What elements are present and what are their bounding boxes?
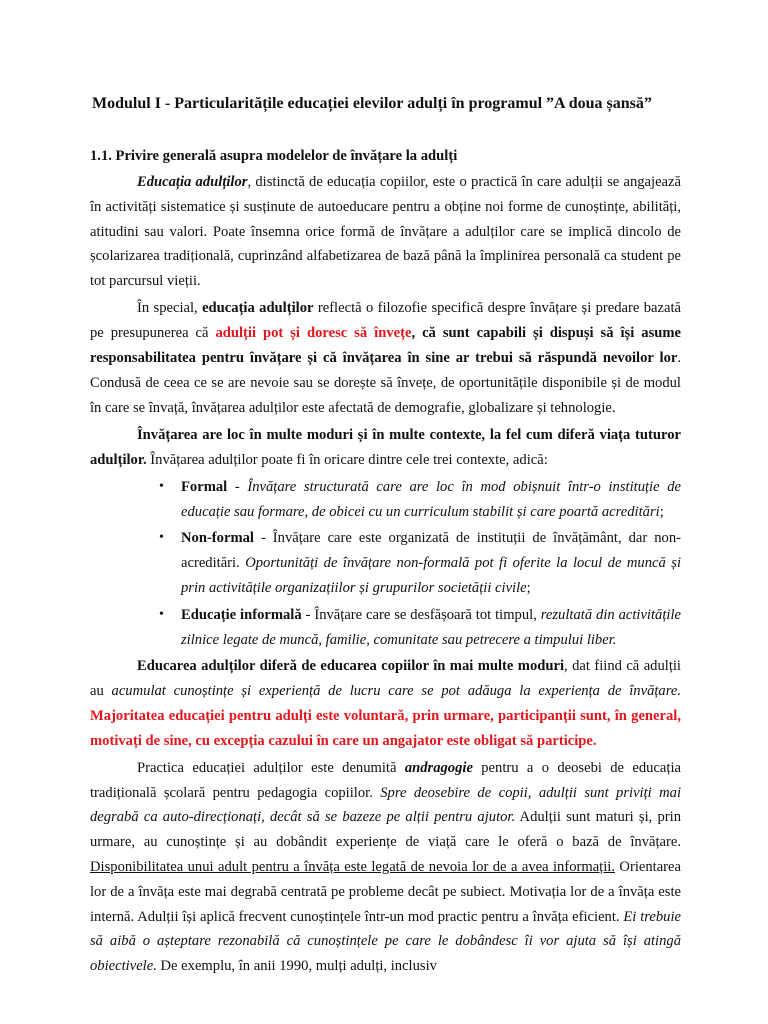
text-fragment: Adulții sunt maturi și, prin urmare, au cunoștințe și au dobândit experiențe de viață care le oferă o bază de învățare. bbox=[90, 809, 681, 851]
italic-fragment: Învățare structurată care are loc în mod obișnuit într-o instituție de educație sau formare, de obicei cu un curriculum stabilit și care poartă acreditări bbox=[181, 478, 681, 520]
text-fragment: pentru a o deosebi de educația tradițională școlară pentru pedagogia copiilor. bbox=[90, 759, 681, 801]
text-fragment: , dat fiind că adulții au bbox=[90, 658, 681, 700]
paragraph-differences bbox=[90, 654, 681, 753]
text-fragment: - bbox=[227, 478, 248, 495]
text-fragment: - bbox=[253, 530, 273, 547]
bold-fragment: , că sunt capabili și dispuși să își asume responsabilitatea pentru învățare și că învățarea în sine ar trebui să răspundă nevoilor lor bbox=[90, 325, 681, 366]
list-term: Educație informală bbox=[181, 606, 302, 623]
highlight-red: Majoritatea educației pentru adulți este voluntară, prin urmare, participanții sunt, în general, motivați de sine, cu excepția cazului în care un angajator este obligat să participe. bbox=[90, 707, 681, 749]
list-item-informal bbox=[90, 603, 681, 653]
text-fragment: Orientarea lor de a învăța este mai degrabă centrată pe probleme decât pe subiect. Motivația lor de a învăța este internă. Adulții își aplică frecvent cunoștințele într-un mod practic pentru a învăța eficient. bbox=[90, 859, 681, 925]
paragraph-andragogy bbox=[90, 756, 681, 979]
highlight-red: adulții pot și doresc să învețe bbox=[215, 325, 412, 342]
list-term: Non-formal bbox=[181, 530, 254, 547]
underlined-fragment: Disponibilitatea unui adult pentru a învăța este legată de nevoia lor de a avea informații. bbox=[90, 859, 615, 876]
list-term: Formal bbox=[181, 478, 228, 495]
italic-fragment: Spre deosebire de copii, adulții sunt priviți mai degrabă ca auto-direcționați, decât să se bazeze pe alții pentru ajutor. bbox=[90, 784, 681, 826]
section-title: 1.1. Privire generală asupra modelelor de învățare la adulți bbox=[90, 148, 458, 164]
italic-fragment: acumulat cunoștințe și experiență de lucru care se pot adăuga la experiența de învățare. bbox=[111, 683, 681, 700]
italic-fragment: rezultată din activitățile zilnice legate de muncă, familie, comunitate sau petrecere a timpului liber. bbox=[181, 606, 681, 648]
bullet-icon: • bbox=[159, 478, 164, 494]
bold-fragment: Învățarea are loc în multe moduri și în multe contexte, la fel cum diferă viața tuturor adulților. bbox=[90, 426, 681, 468]
text-fragment: ; bbox=[659, 503, 664, 520]
text-fragment: De exemplu, în anii 1990, mulți adulți, inclusiv bbox=[156, 958, 437, 975]
paragraph-text: , distinctă de educația copiilor, este o practică în care adulții se angajează în activități sistematice și susținute de autoeducare pentru a obține noi forme de cunoștințe, abilități, atitudini sau valori. Poate însemna orice formă de învățare a adulților care se implică dincolo de școlarizarea tradițională, cuprinzând alfabetizarea de bază până la împlinirea personală ca student pe tot parcursul vieții. bbox=[90, 174, 681, 290]
bold-fragment: educația adulților bbox=[202, 300, 314, 317]
text-fragment: Practica educației adulților este denumită bbox=[137, 759, 405, 776]
text-fragment: reflectă o filozofie specifică despre învățare și predare bazată pe presupunerea că bbox=[90, 300, 682, 342]
text-fragment: În special, bbox=[137, 300, 203, 317]
text-fragment: Învățarea adulților poate fi în oricare dintre cele trei contexte, adică: bbox=[146, 451, 548, 468]
italic-fragment: Oportunități de învățare non-formală pot fi oferite la locul de muncă și prin activitățile organizațiilor și grupurilor societății civile bbox=[181, 555, 681, 596]
text-fragment: Învățare care este organizată de instituții de învățământ, dar non-acreditări. bbox=[181, 530, 681, 572]
paragraph-contexts bbox=[90, 423, 681, 473]
contexts-list bbox=[90, 475, 681, 653]
bullet-icon: • bbox=[159, 606, 164, 622]
document-body bbox=[90, 170, 681, 981]
list-item-non-formal bbox=[90, 526, 681, 600]
text-fragment: Învățare care se desfășoară tot timpul, bbox=[314, 606, 541, 623]
text-fragment: - bbox=[301, 606, 315, 623]
term-andragogy: andragogie bbox=[404, 759, 473, 776]
module-title: Modulul I - Particularitățile educației elevilor adulți în programul ”A doua șansă” bbox=[92, 95, 652, 112]
text-fragment: . Condusă de ceea ce se are nevoie sau se dorește să învețe, de oportunitățile disponibile și de modul în care se învață, învățarea adulților este afectată de demografie, globalizare și tehnologie. bbox=[90, 349, 681, 416]
bullet-icon: • bbox=[159, 530, 164, 546]
italic-fragment: Ei trebuie să aibă o așteptare rezonabilă că cunoștințele pe care le dobândesc îi vor ajuta să își atingă obiectivele. bbox=[90, 908, 681, 975]
text-fragment: ; bbox=[526, 579, 531, 596]
paragraph-adult-education-definition bbox=[90, 170, 681, 294]
bold-fragment: Educarea adulților diferă de educarea copiilor în mai multe moduri bbox=[137, 658, 565, 675]
term-adult-education: Educația adulților bbox=[137, 174, 248, 190]
list-item-formal bbox=[90, 475, 681, 525]
paragraph-philosophy bbox=[90, 296, 681, 420]
